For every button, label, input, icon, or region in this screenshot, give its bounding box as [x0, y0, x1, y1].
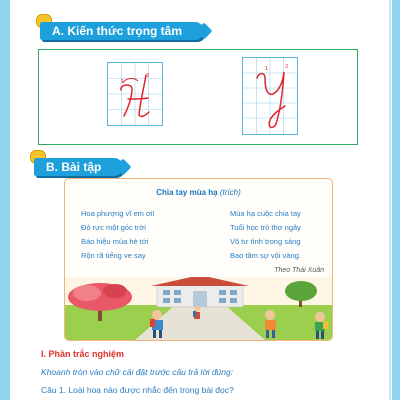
poem-line: Hoa phượng vĩ em ơi! — [81, 209, 155, 218]
letter-grid-y — [242, 57, 298, 135]
poem-line: Vô tư tình trong sáng — [230, 237, 301, 246]
poem-line: Mùa hạ cuộc chia tay — [230, 209, 301, 218]
poem-line: Báo hiệu mùa hè tới — [81, 237, 149, 246]
svg-text:1: 1 — [121, 79, 125, 85]
section-a-title: A. Kiến thức trọng tâm — [40, 22, 204, 40]
reading-passage-box — [64, 178, 333, 341]
school-illustration — [65, 277, 332, 340]
svg-text:1: 1 — [265, 66, 269, 72]
quiz-instruction: Khoanh tròn vào chữ cái đặt trước câu trả lời đúng: — [41, 367, 234, 377]
svg-text:3: 3 — [146, 73, 150, 79]
poem-title-note: (trích) — [219, 188, 241, 197]
section-b-title: B. Bài tập — [34, 158, 123, 176]
letter-grid-h — [107, 62, 163, 126]
left-page-border — [0, 0, 10, 400]
question-1: Câu 1. Loài hoa nào được nhắc đến trong bài đọc? — [41, 385, 234, 395]
poem-author: Theo Thái Xuân — [274, 267, 324, 274]
poem-line: Đỏ rực một góc trời — [81, 223, 146, 232]
letter-practice-box — [38, 49, 358, 145]
poem-line: Rộn rã tiếng ve say — [81, 251, 146, 260]
poem-title-row — [65, 188, 332, 197]
quiz-heading: I. Phần trắc nghiệm — [41, 349, 125, 359]
poem-title: Chia tay mùa hạ — [156, 188, 218, 197]
poem-line: Bao tâm sự vội vàng. — [230, 251, 301, 260]
right-page-border — [392, 0, 400, 400]
poem-line: Tuổi học trò thơ ngây — [230, 223, 301, 232]
svg-text:2: 2 — [285, 64, 289, 70]
